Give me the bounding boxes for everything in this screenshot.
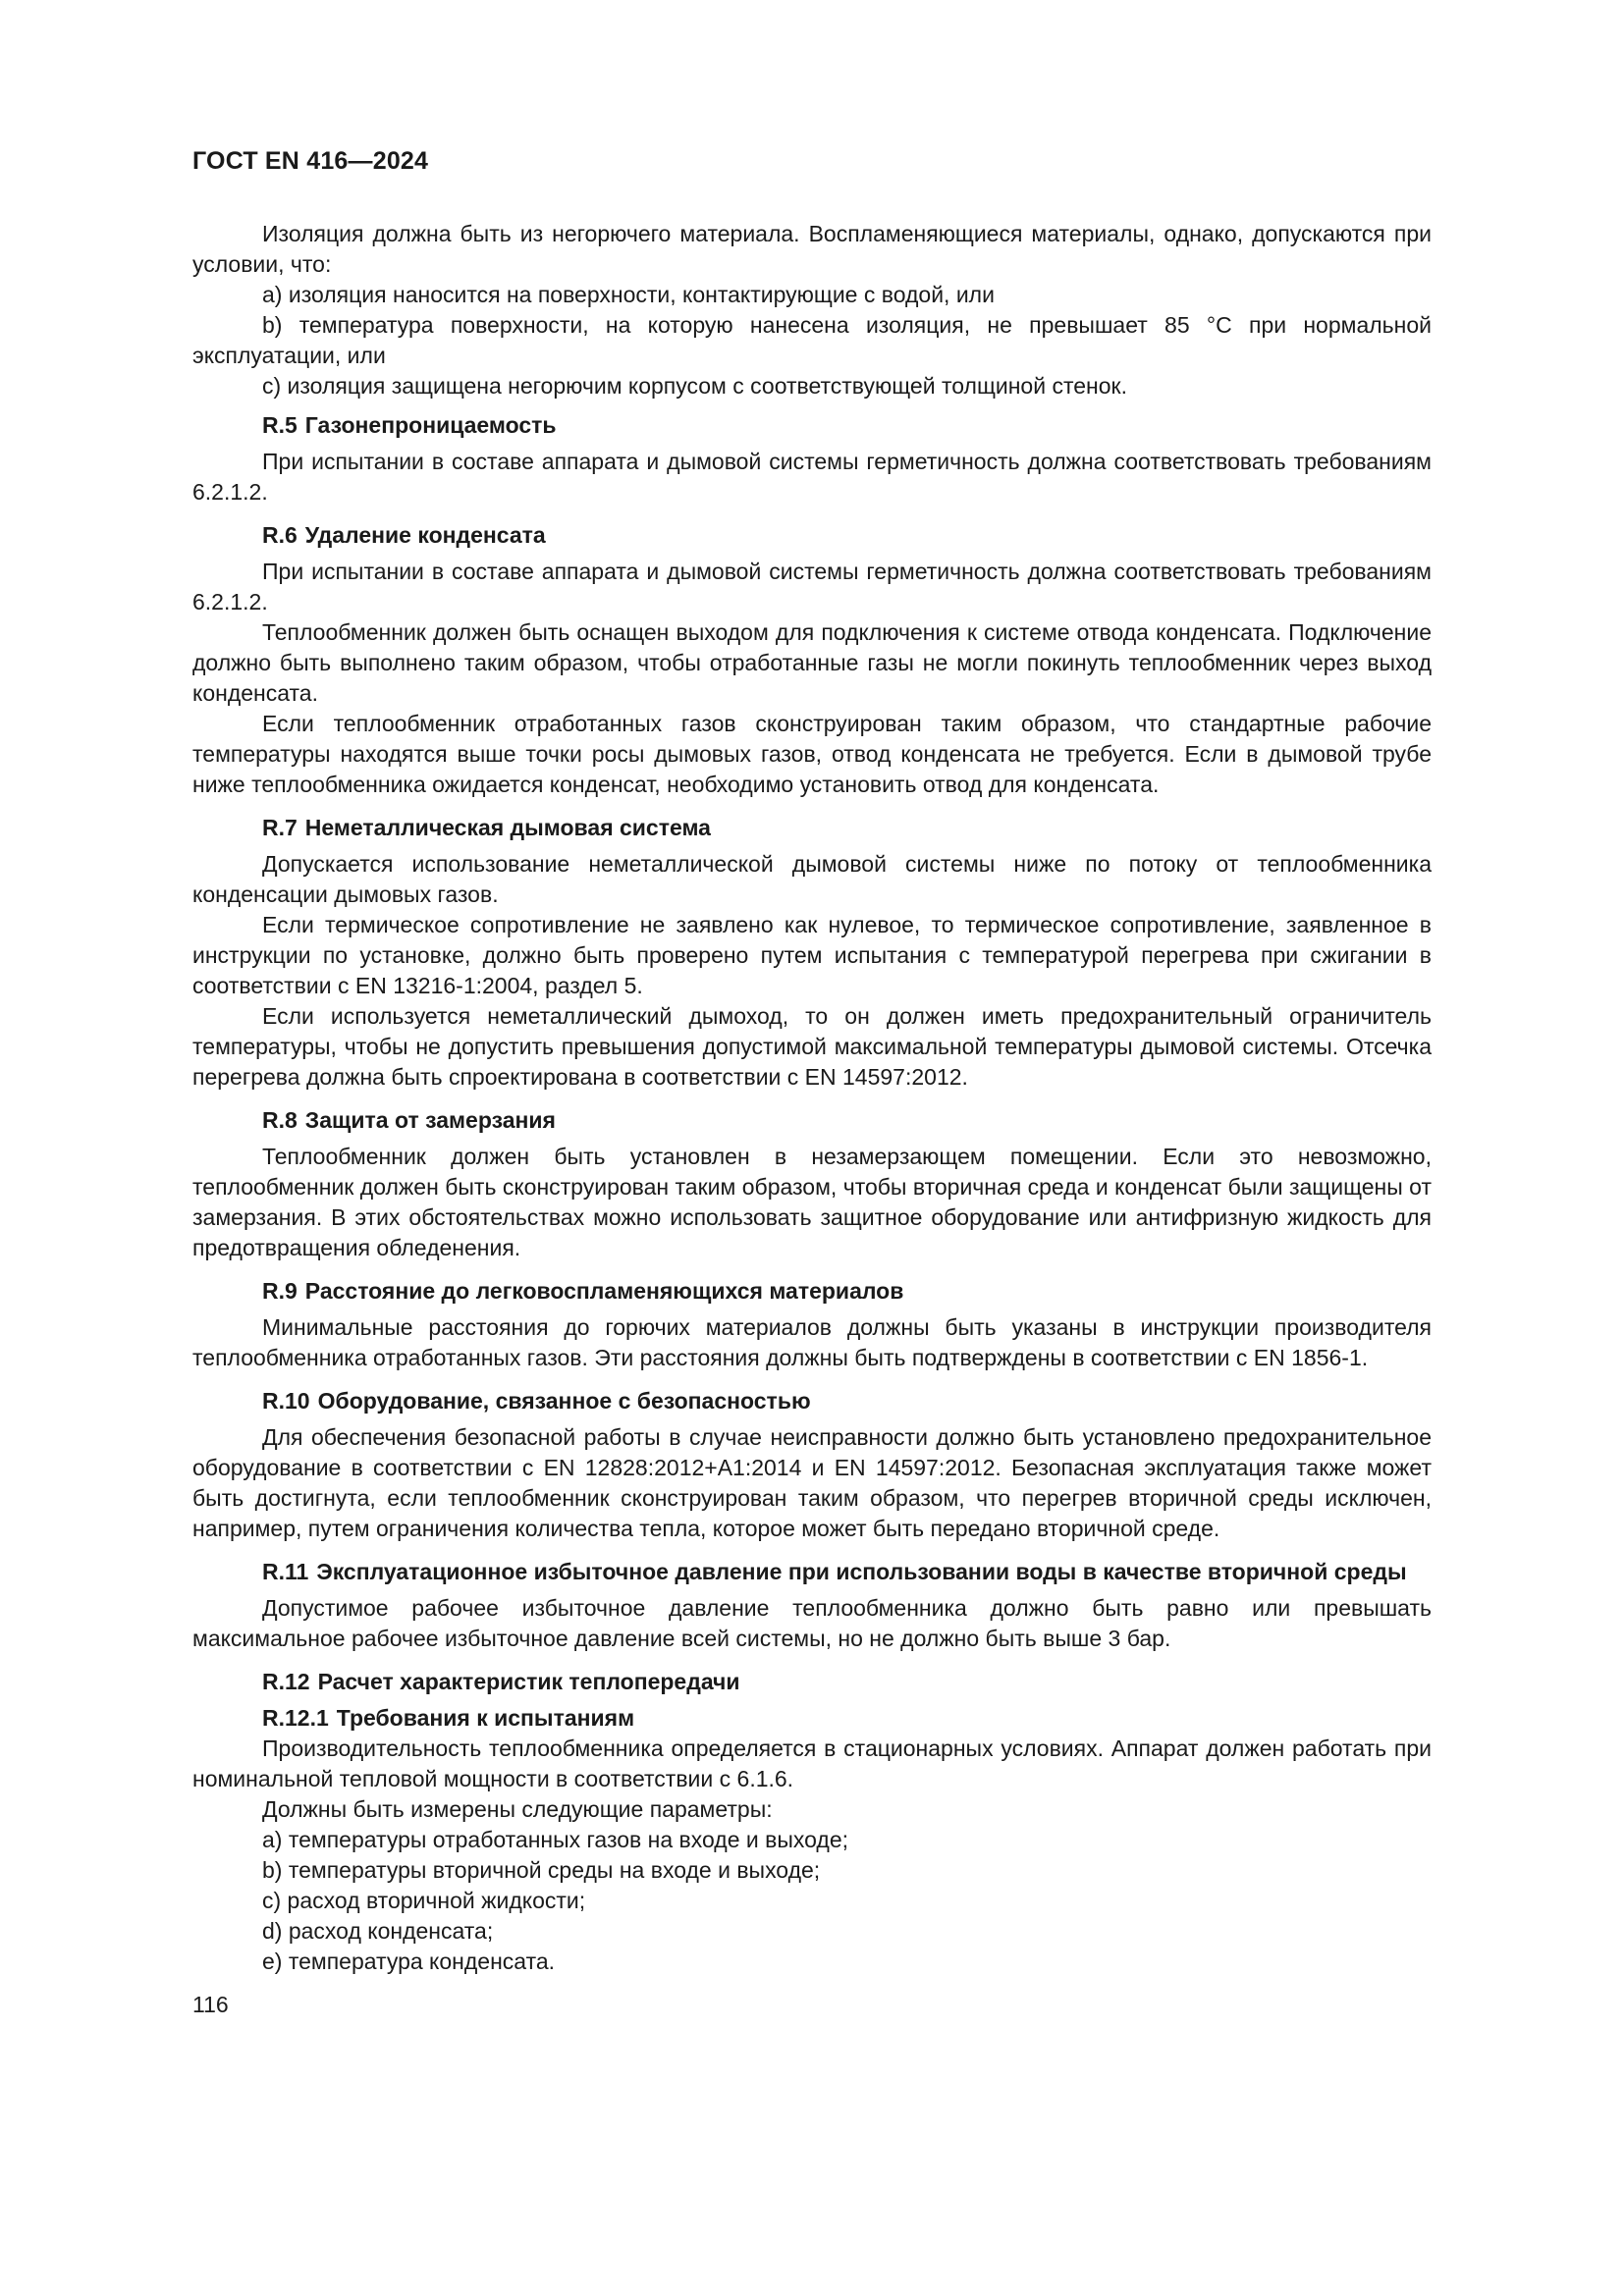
- section-title: Расчет характеристик теплопередачи: [317, 1669, 740, 1694]
- section-title: Эксплуатационное избыточное давление при использовании воды в качестве вторичной среды: [316, 1559, 1407, 1584]
- section-heading-r9: [192, 1276, 1432, 1307]
- section-number: R.6: [262, 522, 298, 548]
- section-title: Защита от замерзания: [304, 1107, 556, 1133]
- paragraph: Минимальные расстояния до горючих материалов должны быть указаны в инструкции производителя теплообменника отработанных газов. Эти расстояния должны быть подтверждены в соответствии с EN 1856-1.: [192, 1314, 1432, 1370]
- paragraph: При испытании в составе аппарата и дымовой системы герметичность должна соответствовать требованиям 6.2.1.2.: [192, 449, 1432, 505]
- section-title: Удаление конденсата: [304, 522, 546, 548]
- subsection-heading-r12-1: [192, 1703, 1432, 1734]
- page-number: 116: [192, 1992, 229, 2017]
- paragraph: Если термическое сопротивление не заявлено как нулевое, то термическое сопротивление, заявленное в инструкции по установке, должно быть проверено путем испытания с температурой перегрева при сжигании в соответствии с EN 13216-1:2004, раздел 5.: [192, 912, 1432, 998]
- section-title: Оборудование, связанное с безопасностью: [317, 1388, 811, 1414]
- list-item: d) расход конденсата;: [262, 1918, 494, 1944]
- section-title: Газонепроницаемость: [304, 412, 557, 438]
- section-heading-r5: [192, 410, 1432, 441]
- section-title: Расстояние до легковоспламеняющихся материалов: [304, 1278, 904, 1304]
- section-number: R.5: [262, 412, 298, 438]
- paragraph: Для обеспечения безопасной работы в случае неисправности должно быть установлено предохранительное оборудование в соответствии с EN 12828:2012+A1:2014 и EN 14597:2012. Безопасная эксплуатация также может быть достигнута, если теплообменник сконструирован таким образом, что перегрев вторичной среды исключен, например, путем ограничения количества тепла, которое может быть передано вторичной среде.: [192, 1424, 1432, 1541]
- paragraph: Производительность теплообменника определяется в стационарных условиях. Аппарат должен работать при номинальной тепловой мощности в соответствии с 6.1.6.: [192, 1735, 1432, 1791]
- section-heading-r12: [192, 1667, 1432, 1697]
- document-page: [192, 147, 1432, 2018]
- section-heading-r6: [192, 520, 1432, 551]
- paragraph: Допустимое рабочее избыточное давление теплообменника должно быть равно или превышать максимальное рабочее избыточное давление всей системы, но не должно быть выше 3 бар.: [192, 1595, 1432, 1651]
- subsection-number: R.12.1: [262, 1705, 329, 1731]
- paragraph: Если теплообменник отработанных газов сконструирован таким образом, что стандартные рабочие температуры находятся выше точки росы дымовых газов, отвод конденсата не требуется. Если в дымовой трубе ниже теплообменника ожидается конденсат, необходимо установить отвод для конденсата.: [192, 711, 1432, 797]
- section-number: R.7: [262, 815, 298, 840]
- paragraph: При испытании в составе аппарата и дымовой системы герметичность должна соответствовать требованиям 6.2.1.2.: [192, 559, 1432, 614]
- list-item: b) температуры вторичной среды на входе и выходе;: [262, 1857, 821, 1883]
- list-item: а) изоляция наносится на поверхности, контактирующие с водой, или: [262, 282, 995, 307]
- paragraph: Изоляция должна быть из негорючего материала. Воспламеняющиеся материалы, однако, допускаются при условии, что:: [192, 221, 1432, 277]
- list-item: с) изоляция защищена негорючим корпусом с соответствующей толщиной стенок.: [262, 373, 1127, 399]
- section-heading-r10: [192, 1386, 1432, 1416]
- section-number: R.8: [262, 1107, 298, 1133]
- list-item: b) температура поверхности, на которую нанесена изоляция, не превышает 85 °С при нормальной эксплуатации, или: [192, 312, 1432, 368]
- section-heading-r11: [192, 1557, 1432, 1587]
- section-number: R.10: [262, 1388, 310, 1414]
- paragraph: Должны быть измерены следующие параметры:: [262, 1796, 773, 1822]
- list-item: е) температура конденсата.: [262, 1949, 556, 1974]
- section-number: R.9: [262, 1278, 298, 1304]
- list-item: а) температуры отработанных газов на входе и выходе;: [262, 1827, 849, 1852]
- section-title: Неметаллическая дымовая система: [304, 815, 711, 840]
- document-header: ГОСТ EN 416—2024: [192, 147, 429, 175]
- paragraph: Теплообменник должен быть оснащен выходом для подключения к системе отвода конденсата. Подключение должно быть выполнено таким образом, чтобы отработанные газы не могли покинуть теплообменник через выход конденсата.: [192, 619, 1432, 706]
- paragraph: Если используется неметаллический дымоход, то он должен иметь предохранительный ограничитель температуры, чтобы не допустить превышения допустимой максимальной температуры дымовой системы. Отсечка перегрева должна быть спроектирована в соответствии с EN 14597:2012.: [192, 1003, 1432, 1090]
- section-heading-r8: [192, 1105, 1432, 1136]
- subsection-title: Требования к испытаниям: [336, 1705, 635, 1731]
- list-item: с) расход вторичной жидкости;: [262, 1888, 586, 1913]
- section-heading-r7: [192, 813, 1432, 843]
- paragraph: Допускается использование неметаллической дымовой системы ниже по потоку от теплообменника конденсации дымовых газов.: [192, 851, 1432, 907]
- section-number: R.11: [262, 1559, 309, 1584]
- paragraph: Теплообменник должен быть установлен в незамерзающем помещении. Если это невозможно, теплообменник должен быть сконструирован таким образом, чтобы вторичная среда и конденсат были защищены от замерзания. В этих обстоятельствах можно использовать защитное оборудование или антифризную жидкость для предотвращения обледенения.: [192, 1144, 1432, 1260]
- section-number: R.12: [262, 1669, 310, 1694]
